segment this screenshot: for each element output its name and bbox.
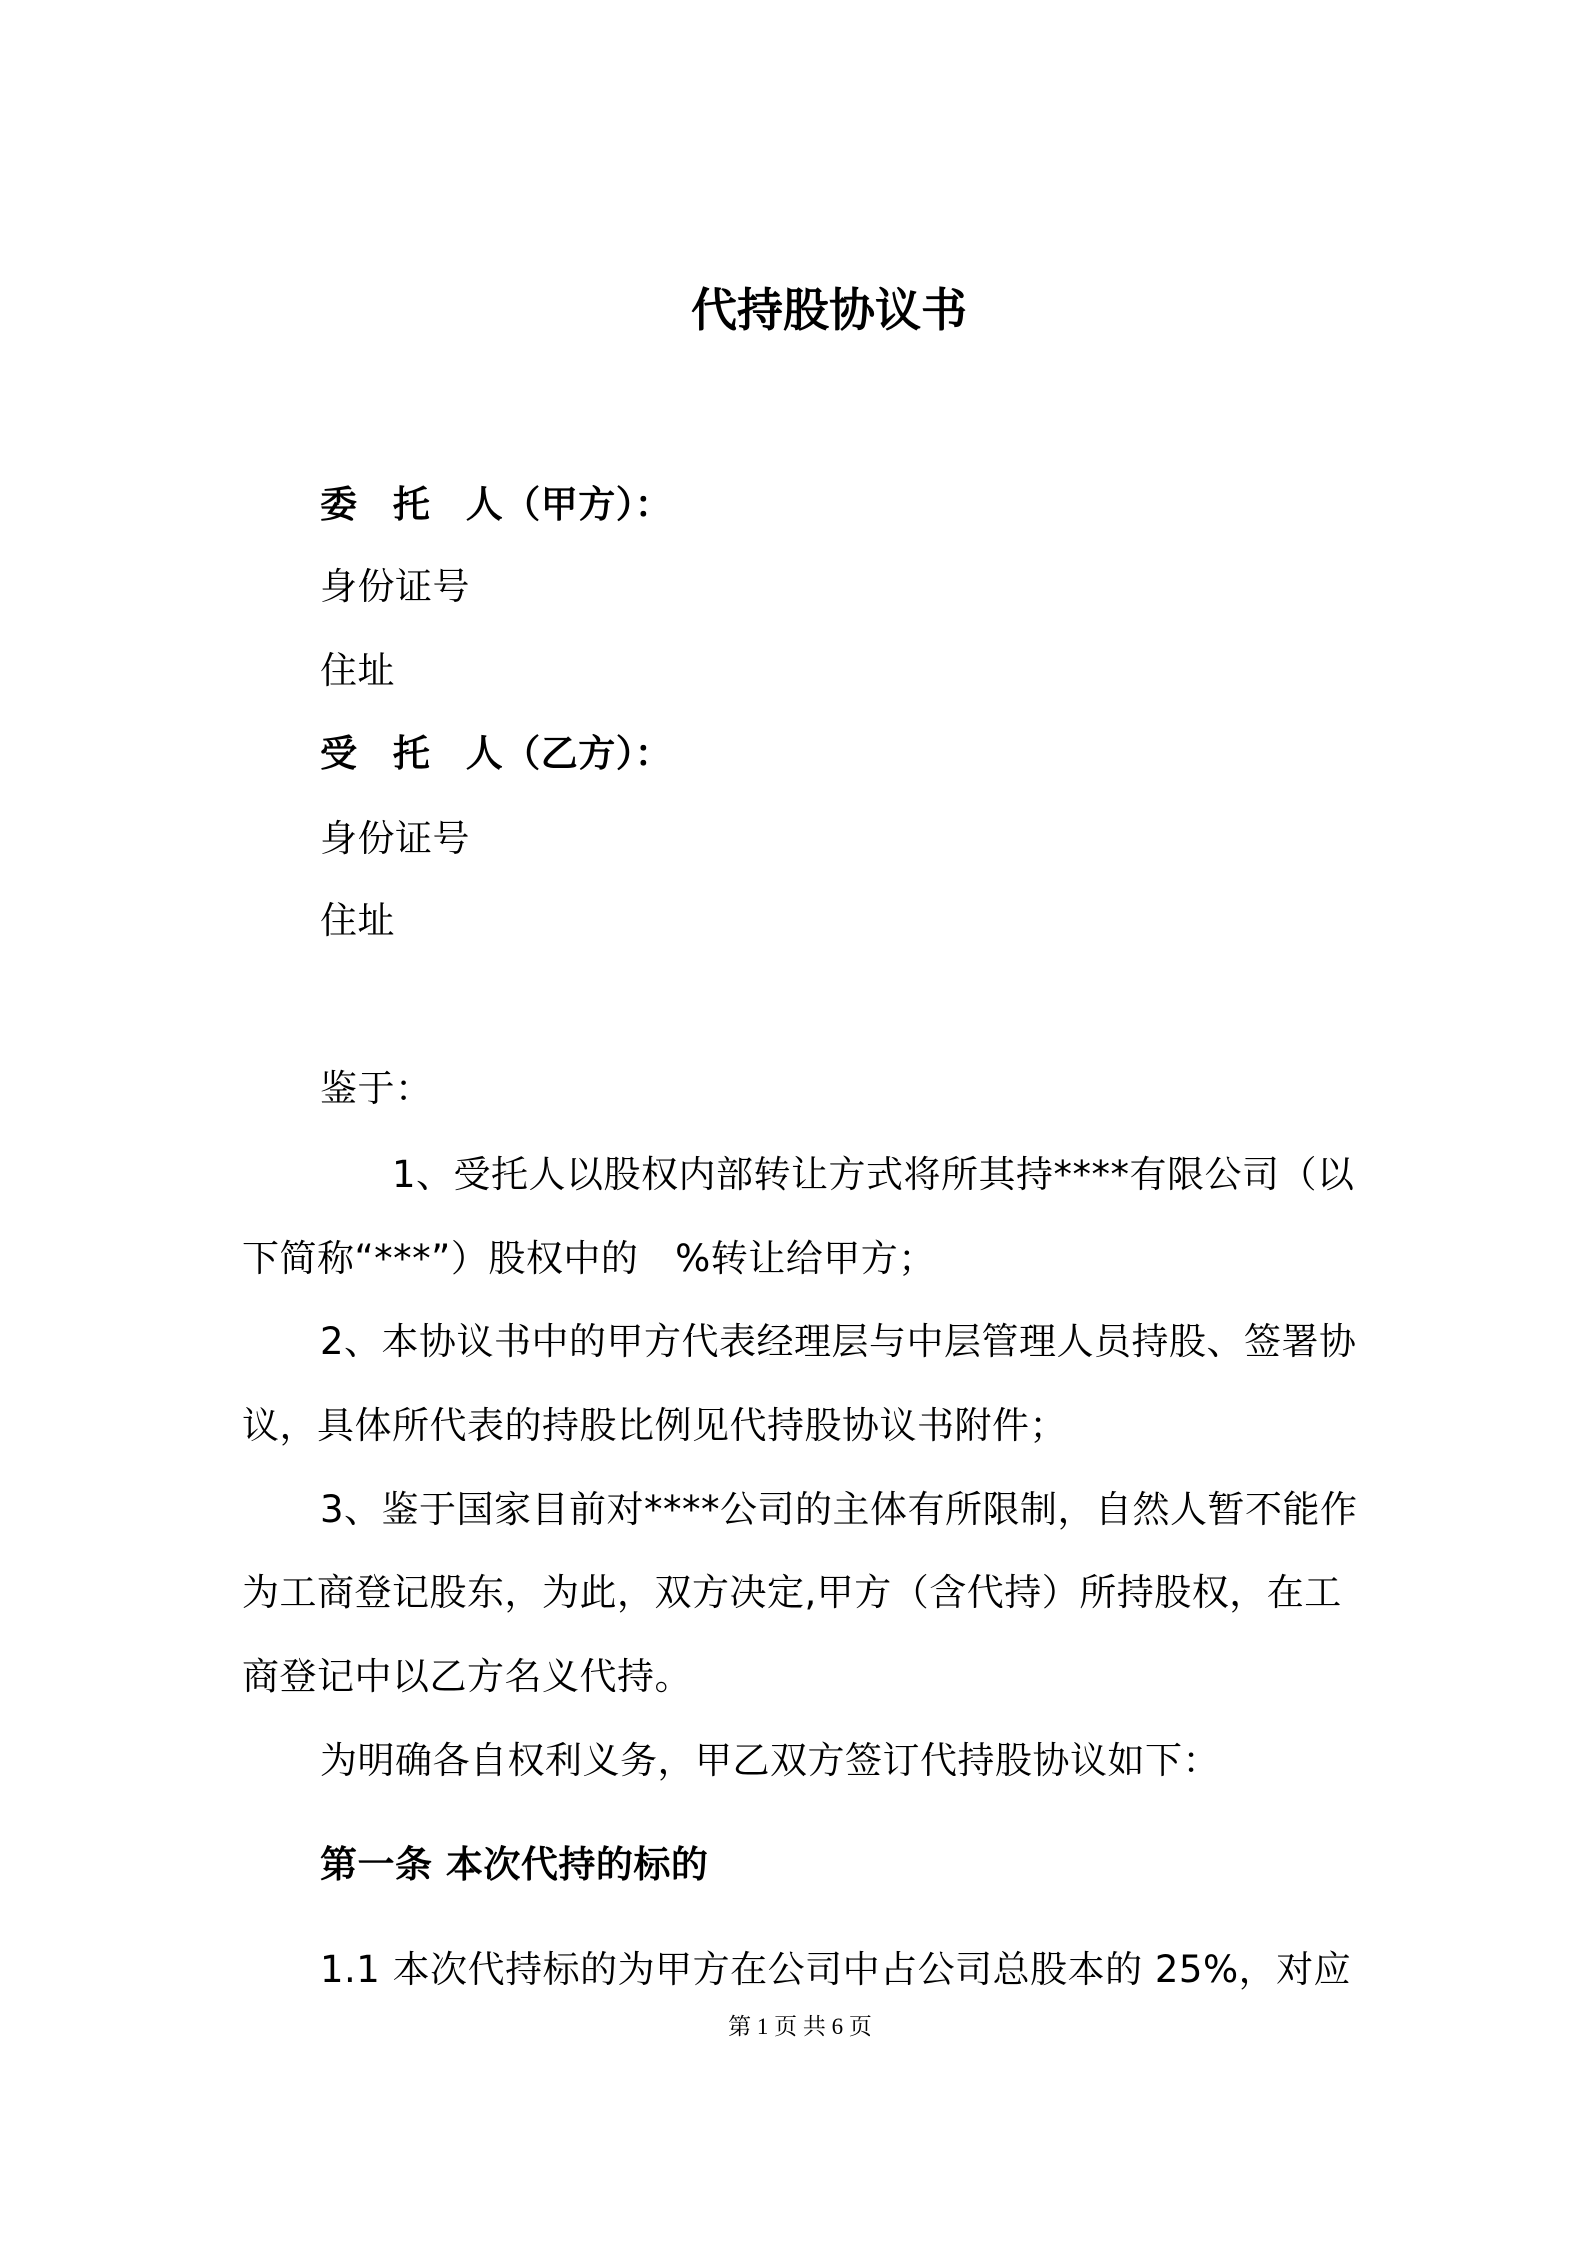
recital-3-line-1: 3、鉴于国家目前对****公司的主体有所限制，自然人暂不能作 <box>320 1488 1358 1531</box>
trustee-id-label: 身份证号 <box>320 817 470 860</box>
recitals-heading: 鉴于： <box>320 1067 433 1110</box>
recital-2-line-1: 2、本协议书中的甲方代表经理层与中层管理人员持股、签署协 <box>320 1320 1357 1363</box>
recitals-conclusion: 为明确各自权利义务，甲乙双方签订代持股协议如下： <box>320 1739 1220 1782</box>
trustee-address-label: 住址 <box>320 899 395 942</box>
principal-label: 委 托 人（甲方）： <box>320 483 673 526</box>
trustee-label: 受 托 人（乙方）： <box>320 732 673 775</box>
recital-1-line-1: 1、受托人以股权内部转让方式将所其持****有限公司（以 <box>392 1153 1355 1196</box>
clause-1-1: 1.1 本次代持标的为甲方在公司中占公司总股本的 25%，对应 <box>320 1948 1352 1991</box>
article-1-heading: 第一条 本次代持的标的 <box>320 1843 709 1886</box>
recital-3-line-3: 商登记中以乙方名义代持。 <box>242 1655 692 1698</box>
page-footer: 第 1 页 共 6 页 <box>728 2014 872 2039</box>
recital-1-line-2: 下简称“***”）股权中的 %转让给甲方； <box>242 1237 936 1280</box>
principal-address-label: 住址 <box>320 649 395 692</box>
recital-3-line-2: 为工商登记股东，为此，双方决定,甲方（含代持）所持股权，在工 <box>242 1571 1342 1614</box>
recital-2-line-2: 议，具体所代表的持股比例见代持股协议书附件； <box>242 1404 1067 1447</box>
principal-id-label: 身份证号 <box>320 565 470 608</box>
document-title: 代持股协议书 <box>691 283 967 337</box>
